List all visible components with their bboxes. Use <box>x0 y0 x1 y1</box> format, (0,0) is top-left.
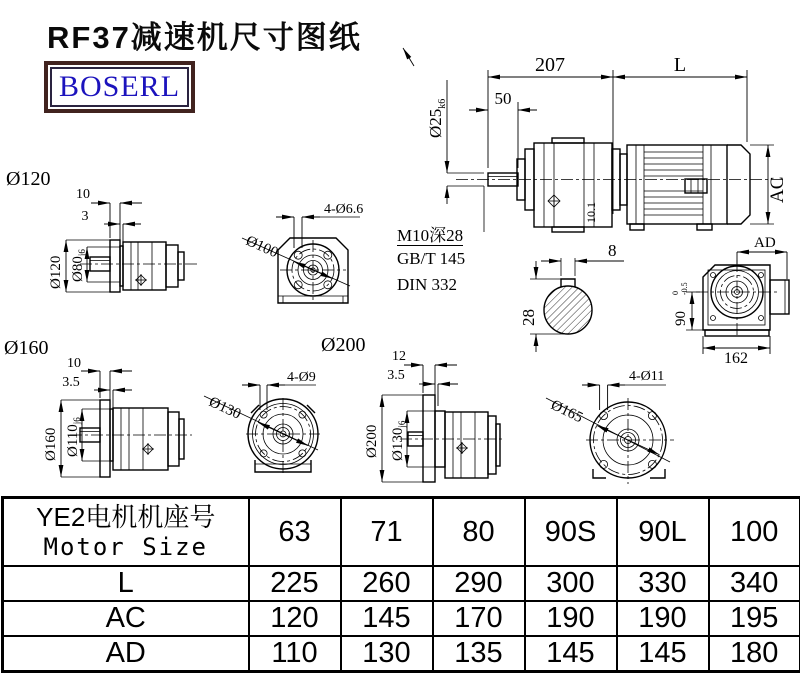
flange-200-front-view <box>540 358 710 488</box>
dim-holes-11: 4-Ø11 <box>629 369 665 384</box>
dim-spigot130: $Ø130_{j6}$ <box>390 420 407 461</box>
flange160-dimensions <box>43 356 132 477</box>
cell-AD-90L: 145 <box>617 636 709 672</box>
dim-bolt-circle-165: Ø165 <box>548 397 586 427</box>
cell-AC-63: 120 <box>249 601 341 636</box>
dim-90-tol-lower: -0.5 <box>680 282 689 295</box>
dim-flange160-pilot: 3.5 <box>62 375 80 390</box>
note-standard-din: DIN 332 <box>397 275 457 294</box>
dim-flange160-thickness: 10 <box>67 356 81 371</box>
boserl-logo-text: BOSERL <box>50 67 189 107</box>
col-90L: 90L <box>617 498 709 567</box>
section-label-160: Ø160 <box>4 337 49 359</box>
cell-L-90L: 330 <box>617 566 709 601</box>
dim-bolt-circle-130: Ø130 <box>206 394 244 423</box>
table-row-AD <box>3 636 800 672</box>
dim-flange200-thickness: 12 <box>392 349 406 364</box>
motor-body <box>612 145 750 230</box>
flange200-shape <box>400 395 504 482</box>
main-dimensions <box>426 54 788 224</box>
dim-flange120-dia: Ø120 <box>48 255 64 289</box>
cell-L-63: 225 <box>249 566 341 601</box>
table-header-cell <box>3 498 249 567</box>
cell-AC-71: 145 <box>341 601 433 636</box>
dim-flange160-dia: Ø160 <box>43 427 59 461</box>
dim-AC: AC <box>767 176 788 203</box>
flange-120-front-view <box>232 188 372 318</box>
gearbox-housing <box>517 138 612 232</box>
dim-10-1: 10.1 <box>584 202 598 223</box>
col-80: 80 <box>433 498 525 567</box>
dim-key-height: 28 <box>519 309 538 326</box>
front100-shape <box>278 238 348 303</box>
col-100: 100 <box>709 498 800 567</box>
cell-AD-80: 135 <box>433 636 525 672</box>
dim-holes-6-6: 4-Ø6.6 <box>324 202 364 217</box>
flange160-shape <box>70 400 192 477</box>
cell-AD-90S: 145 <box>525 636 617 672</box>
dim-162: 162 <box>724 350 748 367</box>
note-tap-hole: M10深28 <box>397 226 464 245</box>
note-standard-gb: GB/T 145 <box>397 249 466 268</box>
dim-flange200-pilot: 3.5 <box>387 368 405 383</box>
motor-rear-view <box>656 226 800 366</box>
flange-200-side-view <box>356 340 506 490</box>
table-header-en: Motor Size <box>43 533 208 561</box>
col-63: 63 <box>249 498 341 567</box>
row-label-AD: AD <box>3 636 249 672</box>
table-header-cn: YE2电机机座号 <box>36 502 216 532</box>
cell-L-71: 260 <box>341 566 433 601</box>
page-title: RF37减速机尺寸图纸 <box>47 20 362 55</box>
cell-L-100: 340 <box>709 566 800 601</box>
dim-spigot110: $Ø110_{j6}$ <box>65 417 82 457</box>
cell-AC-100: 195 <box>709 601 800 636</box>
dim-flange200-dia: Ø200 <box>364 424 380 458</box>
dim-shaft-diameter: $Ø25_{k6}$ <box>426 98 448 138</box>
cell-AC-80: 170 <box>433 601 525 636</box>
shaft-end-notes <box>397 226 465 294</box>
dim-50: 50 <box>494 89 512 108</box>
front130-dimensions <box>204 370 318 450</box>
shaft-key-section-view <box>519 238 642 368</box>
dim-bolt-circle-100: Ø100 <box>243 233 281 262</box>
row-label-L: L <box>3 566 249 601</box>
output-shaft <box>456 173 786 232</box>
rear-housing <box>696 260 789 336</box>
section-label-120: Ø120 <box>6 168 51 190</box>
cell-AC-90L: 190 <box>617 601 709 636</box>
cell-AD-63: 110 <box>249 636 341 672</box>
dim-spigot80: $Ø80_{j6}$ <box>70 249 87 282</box>
cell-L-80: 290 <box>433 566 525 601</box>
flange120-shape <box>80 240 200 292</box>
dim-flange120-pilot: 3 <box>81 209 89 224</box>
front130-shape <box>246 398 320 476</box>
section-label-200: Ø200 <box>321 334 366 356</box>
dim-AD: AD <box>754 235 776 251</box>
col-71: 71 <box>341 498 433 567</box>
front100-dimensions <box>242 202 363 286</box>
flange-120-side-view <box>28 182 208 307</box>
dim-key-width: 8 <box>608 241 617 260</box>
cell-L-90S: 300 <box>525 566 617 601</box>
key-section-shape <box>544 279 592 334</box>
view-pointer-arrow <box>403 48 414 66</box>
boserl-logo <box>44 61 195 113</box>
cell-AD-71: 130 <box>341 636 433 672</box>
cell-AC-90S: 190 <box>525 601 617 636</box>
motor-size-table <box>1 496 800 673</box>
dim-90-tol-upper: 0 <box>671 291 680 295</box>
cell-AD-100: 180 <box>709 636 800 672</box>
table-header-row <box>3 498 800 567</box>
flange-160-side-view <box>22 352 202 487</box>
flange200-dimensions <box>364 349 458 482</box>
dim-L: L <box>673 54 687 76</box>
flange120-dimensions <box>48 187 142 292</box>
col-90S: 90S <box>525 498 617 567</box>
dim-flange120-thickness: 10 <box>76 187 90 202</box>
flange-160-front-view <box>196 360 326 485</box>
dim-90: 90 <box>673 311 689 326</box>
table-row-AC <box>3 601 800 636</box>
dim-holes-9: 4-Ø9 <box>287 370 316 385</box>
row-label-AC: AC <box>3 601 249 636</box>
table-row-L <box>3 566 800 601</box>
dim-207: 207 <box>535 54 565 76</box>
